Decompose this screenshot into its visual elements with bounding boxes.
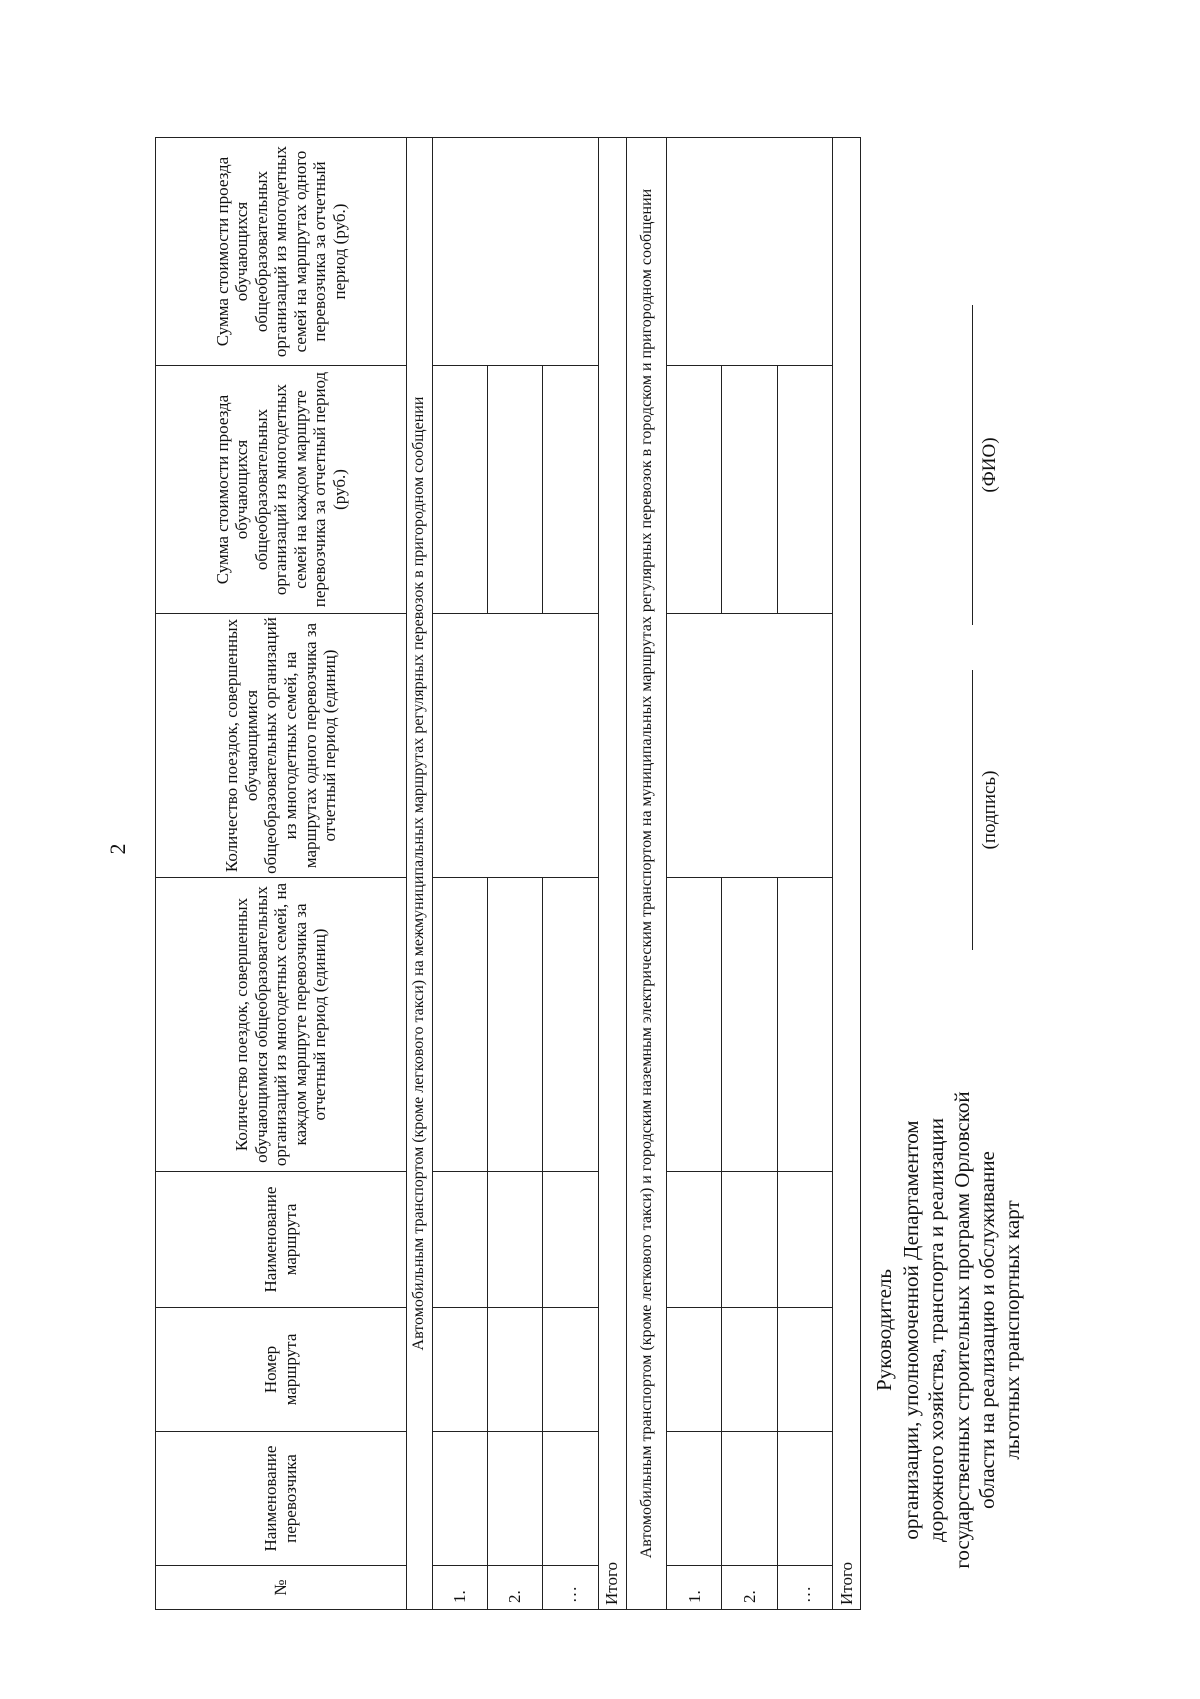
table-cell <box>543 878 598 1172</box>
header-route-number: Номер маршрута <box>156 1308 407 1432</box>
name-field <box>972 305 1082 625</box>
table-cell <box>432 878 487 1172</box>
table-cell <box>488 1172 543 1308</box>
signature-line <box>972 670 973 950</box>
table-cell <box>777 1308 832 1432</box>
table-cell <box>432 1308 487 1432</box>
header-trips-per-carrier: Количество поездок, совершенных обучающимися общеобразовательных организаций из многодетных семей, на маршрутах одного перевозчика за отчетный период (единиц) <box>156 614 407 878</box>
report-table-container <box>155 138 861 1610</box>
table-cell <box>722 366 777 614</box>
table-cell <box>543 366 598 614</box>
table-cell <box>432 1432 487 1566</box>
header-cost-per-carrier: Сумма стоимости проезда обучающихся общеобразовательных организаций из многодетных семей на маршрутах одного перевозчика за отчетный период (руб.) <box>156 138 407 366</box>
table-cell <box>667 1432 722 1566</box>
signatory-line: дорожного хозяйства, транспорта и реализации <box>924 1118 949 1542</box>
table-cell <box>667 878 722 1172</box>
signatory-line: организации, уполномоченной Департаментом <box>899 1120 924 1540</box>
table-cell <box>777 878 832 1172</box>
signature-area <box>872 140 1102 1640</box>
table-cell <box>488 366 543 614</box>
header-trips-per-route: Количество поездок, совершенных обучающимися общеобразовательных организаций из многодетных семей, на каждом маршруте перевозчика за отчетный период (единиц) <box>156 878 407 1172</box>
signatory-head: Руководитель <box>872 1269 896 1391</box>
table-cell <box>543 1172 598 1308</box>
table-cell <box>667 1172 722 1308</box>
table-cell <box>777 1172 832 1308</box>
row-number: 1. <box>432 1566 487 1610</box>
section-row <box>626 138 667 1610</box>
table-cell <box>432 138 598 366</box>
name-caption: (ФИО) <box>979 437 1000 493</box>
table-cell <box>722 1308 777 1432</box>
total-label: Итого <box>598 138 626 1610</box>
table-cell <box>722 1432 777 1566</box>
table-row <box>667 138 722 1610</box>
header-row <box>156 138 407 1610</box>
table-cell <box>432 366 487 614</box>
signatory-title <box>872 1020 1025 1640</box>
section-title-intermunicipal: Автомобильным транспортом (кроме легкового такси) на межмуниципальных маршрутах регулярных перевозок в пригородном сообщении <box>406 138 432 1610</box>
name-line <box>972 305 973 625</box>
row-number: 1. <box>667 1566 722 1610</box>
table-row <box>432 138 487 1610</box>
signatory-line: области на реализацию и обслуживание <box>974 1151 999 1509</box>
signatory-line: государственных строительных программ Орловской <box>949 1091 974 1569</box>
table-cell <box>722 878 777 1172</box>
section-row <box>406 138 432 1610</box>
table-cell <box>432 614 598 878</box>
table-cell <box>488 1308 543 1432</box>
total-row <box>598 138 626 1610</box>
table-cell <box>488 1432 543 1566</box>
table-cell <box>722 1172 777 1308</box>
header-route-name: Наименование маршрута <box>156 1172 407 1308</box>
table-cell <box>488 878 543 1172</box>
total-label: Итого <box>832 138 860 1610</box>
header-cost-per-route: Сумма стоимости проезда обучающихся общеобразовательных организаций из многодетных семей на каждом маршруте перевозчика за отчетный период (руб.) <box>156 366 407 614</box>
header-carrier-name: Наименование перевозчика <box>156 1432 407 1566</box>
table-cell <box>667 138 833 366</box>
table-cell <box>543 1308 598 1432</box>
row-number: 2. <box>488 1566 543 1610</box>
signature-field <box>972 670 1082 950</box>
table-cell <box>667 614 833 878</box>
table-cell <box>777 366 832 614</box>
total-row <box>832 138 860 1610</box>
table-cell <box>432 1172 487 1308</box>
page-number: 2 <box>105 843 130 855</box>
table-cell <box>543 1432 598 1566</box>
table-cell <box>777 1432 832 1566</box>
row-number: 2. <box>722 1566 777 1610</box>
row-number: … <box>543 1566 598 1610</box>
table-cell <box>667 366 722 614</box>
signatory-line: льготных транспортных карт <box>999 1200 1024 1460</box>
section-title-municipal: Автомобильным транспортом (кроме легкового такси) и городским наземным электрическим транспортом на муниципальных маршрутах регулярных перевозок в городском и пригородном сообщении <box>626 138 667 1610</box>
header-number: № <box>156 1566 407 1610</box>
signature-caption: (подпись) <box>979 770 1000 850</box>
report-table <box>155 137 861 1610</box>
table-cell <box>667 1308 722 1432</box>
row-number: … <box>777 1566 832 1610</box>
